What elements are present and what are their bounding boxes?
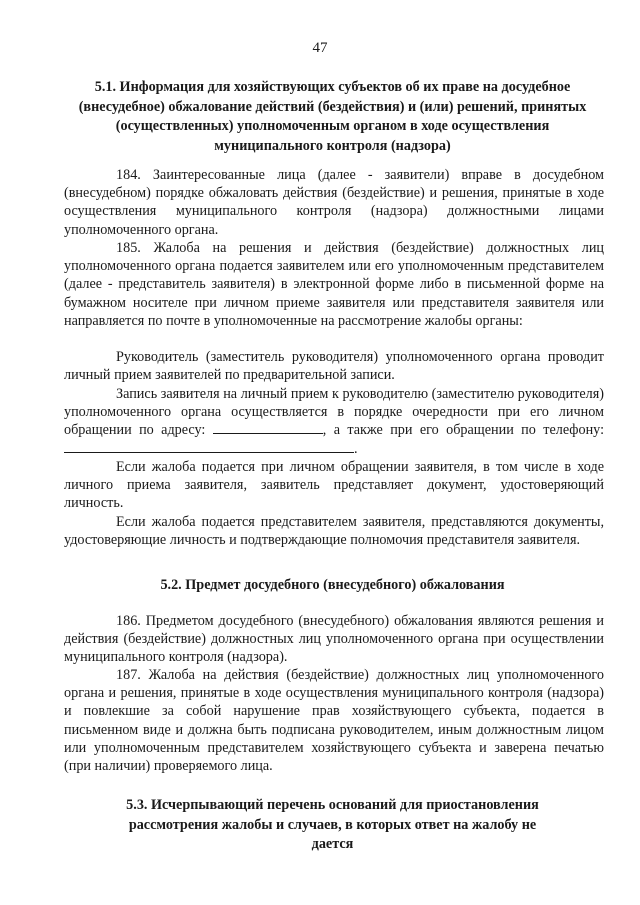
address-blank-field: [213, 421, 323, 434]
section-5-1-heading: 5.1. Информация для хозяйствующих субъектов об их праве на досудебное (внесудебное) обжалование действий (бездействия) и (или) решений, принятых (осуществленных) уполномоченным органом в ходе осуществления муниципального контроля (надзора): [78, 79, 587, 154]
paragraph-personal-appeal: Если жалоба подается при личном обращении заявителя, в том числе в ходе личного приема заявителя, заявитель представляет документ, удостоверяющий личность.: [64, 459, 604, 512]
paragraph-184: 184. Заинтересованные лица (далее - заявители) вправе в досудебном (внесудебном) порядке обжаловать действия (бездействие) и решения, принятые в ходе осуществления муниципального контроля (надзора) должностными лицами уполномоченного органа.: [64, 167, 604, 238]
section-5-2-heading: 5.2. Предмет досудебного (внесудебного) обжалования: [160, 577, 505, 593]
page-number: 47: [312, 40, 328, 56]
section-5-3-heading: 5.3. Исчерпывающий перечень оснований для приостановления рассмотрения жалобы и случаев, в которых ответ на жалобу не дается: [126, 797, 539, 852]
paragraph-187: 187. Жалоба на действия (бездействие) должностных лиц уполномоченного органа и решения, принятые в ходе осуществления муниципального контроля (надзора) и повлекшие за собой нарушение прав хозяйствующего субъекта, подается в письменном виде и должна быть подписана руководителем, иным должностным лицом или уполномоченным представителем хозяйствующего субъекта и заверена печатью (при наличии) проверяемого лица.: [64, 667, 604, 775]
paragraph-appointment: Запись заявителя на личный прием к руководителю (заместителю руководителя) уполномоченного органа осуществляется в порядке очередности при его личном обращении по адресу: , а также при его обращении по телефону: .: [64, 386, 605, 457]
paragraph-representative: Если жалоба подается представителем заявителя, представляются документы, удостоверяющие личность и подтверждающие полномочия представителя заявителя.: [64, 514, 604, 549]
appointment-text-phone: , а также при его обращении по телефону:: [322, 422, 605, 439]
paragraph-head-reception: Руководитель (заместитель руководителя) уполномоченного органа проводит личный прием заявителей по предварительной записи.: [64, 349, 604, 384]
phone-blank-field: [64, 440, 354, 453]
paragraph-186: 186. Предметом досудебного (внесудебного) обжалования являются решения и действия (бездействие) должностных лиц уполномоченного органа при осуществлении муниципального контроля (надзора).: [64, 613, 604, 666]
appointment-text-address: Запись заявителя на личный прием к руководителю (заместителю руководителя) уполномоченного органа осуществляется в порядке очередности при его личном обращении по адресу:: [64, 386, 604, 439]
paragraph-185: 185. Жалоба на решения и действия (бездействие) должностных лиц уполномоченного органа подается заявителем или его уполномоченным представителем (далее - представитель заявителя) в электронной форме либо в письменной форме на бумажном носителе при личном приеме заявителя или представителя заявителя или направляется по почте в уполномоченные на рассмотрение жалобы органы:: [64, 240, 604, 329]
